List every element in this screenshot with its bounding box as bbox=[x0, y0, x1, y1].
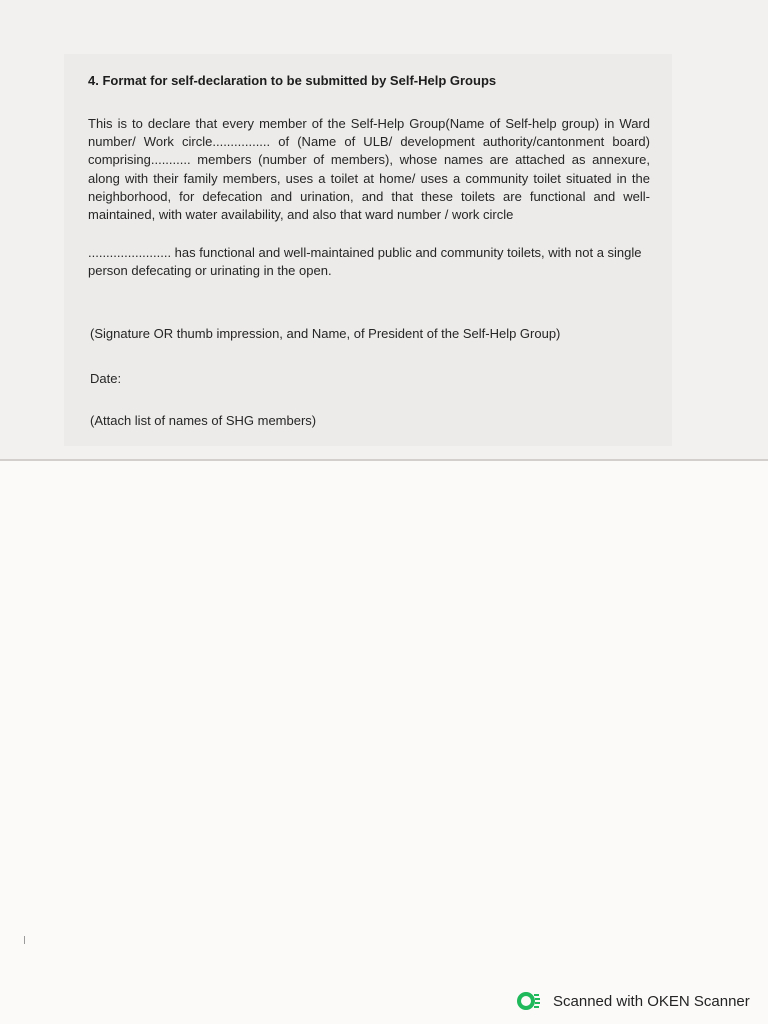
declaration-paragraph-continuation: ....................... has functional and well-maintained public and community toilets, with not a single person defecating or urinating in the open. bbox=[88, 245, 642, 279]
scanner-watermark-text: Scanned with OKEN Scanner bbox=[553, 992, 750, 1010]
oken-scanner-logo-icon bbox=[517, 990, 541, 1012]
declaration-heading: 4. Format for self-declaration to be submitted by Self-Help Groups bbox=[88, 73, 497, 88]
scanned-page-lower bbox=[0, 461, 768, 1024]
scan-speck bbox=[24, 936, 25, 944]
attach-members-note: (Attach list of names of SHG members) bbox=[90, 413, 317, 428]
signature-line: (Signature OR thumb impression, and Name, of President of the Self-Help Group) bbox=[90, 326, 561, 341]
date-label: Date: bbox=[90, 371, 122, 386]
declaration-paragraph: This is to declare that every member of the Self-Help Group(Name of Self-help group) in Ward number/ Work circle................ of (Name of ULB/ development authority/cantonment board) comprising........... members (number of members), whose names are attached as annexure, along with their family members, uses a toilet at home/ uses a community toilet situated in the neighborhood, for defecation and urination, and that these toilets are functional and well-maintained, with water availability, and also that ward number / work circle bbox=[88, 116, 650, 223]
scanner-watermark bbox=[517, 990, 750, 1012]
